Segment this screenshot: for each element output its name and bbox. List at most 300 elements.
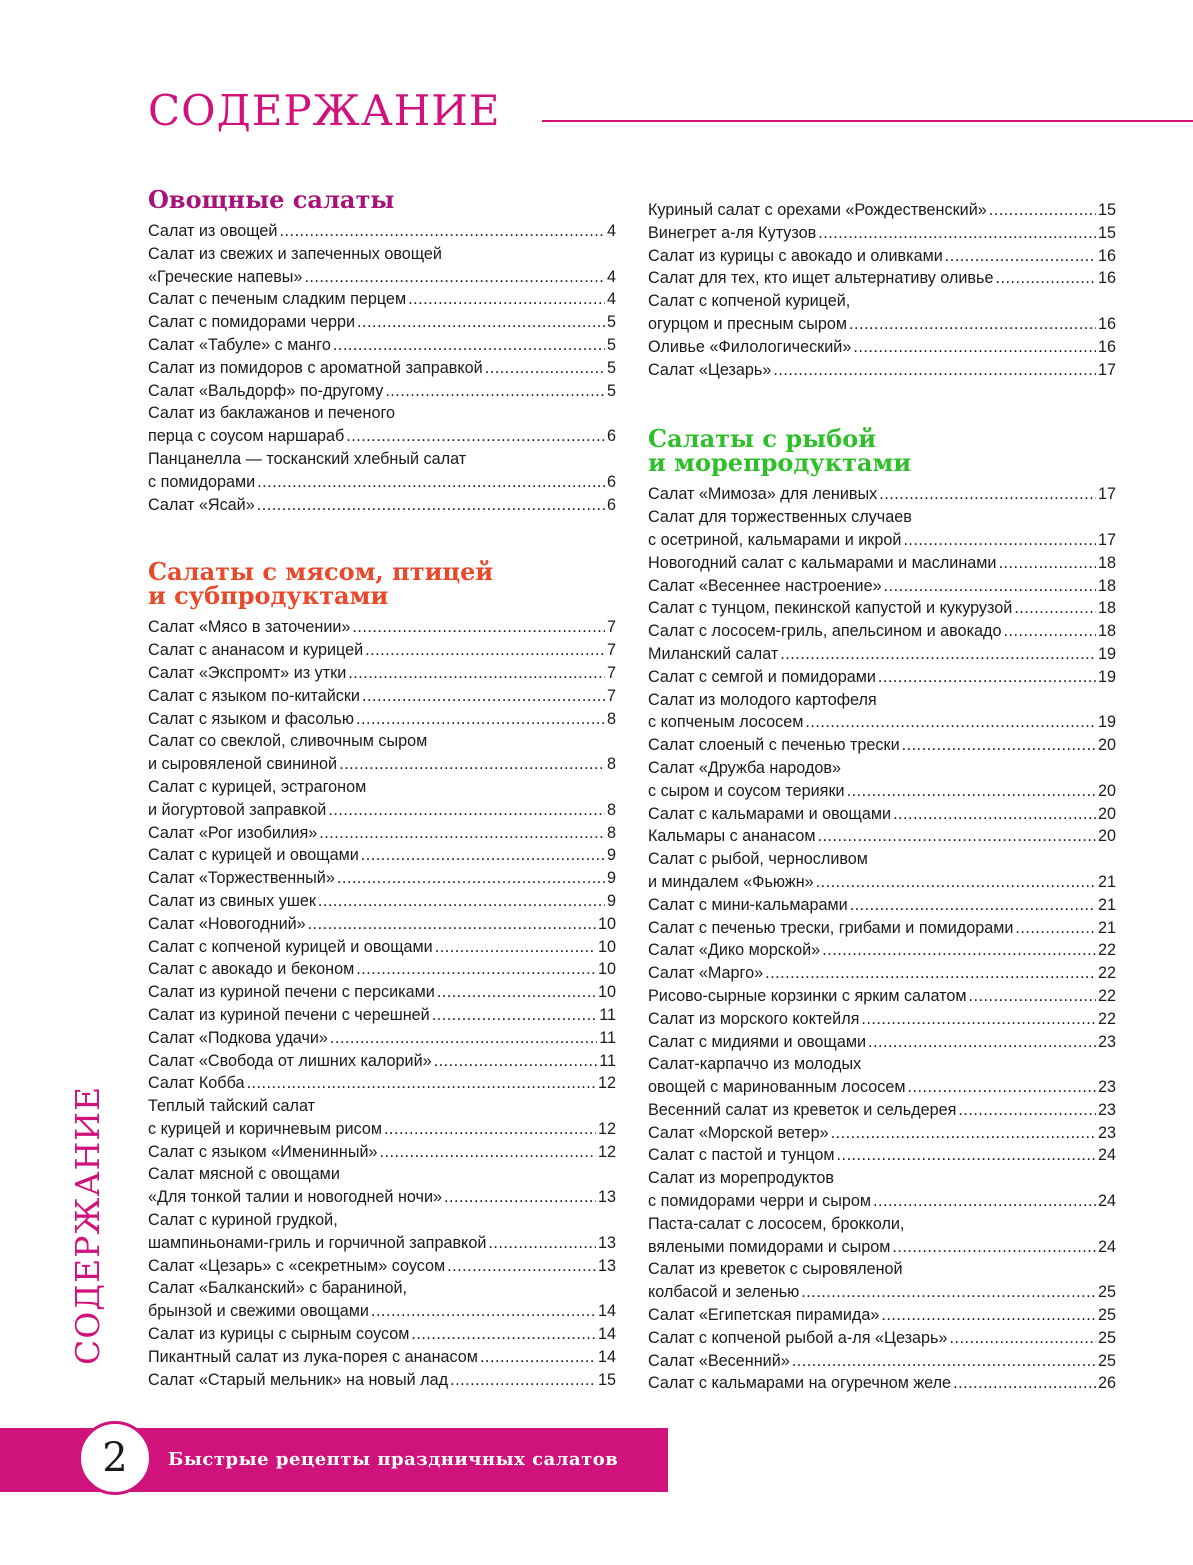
- toc-entry-title: Миланский салат: [648, 644, 779, 663]
- toc-entry-title: Салат с лососем-гриль, апельсином и авокадо: [648, 622, 1002, 641]
- toc-entry[interactable]: [648, 575, 1116, 598]
- toc-column-left: [148, 185, 616, 1391]
- dot-leader: [847, 780, 1096, 803]
- toc-entry[interactable]: [148, 1255, 616, 1278]
- toc-entry-title: Салат из курицы с сырным соусом: [148, 1325, 410, 1344]
- toc-entry-page: 6: [606, 472, 616, 491]
- toc-entry-title: Салат «Марго»: [648, 964, 764, 983]
- dot-leader: [385, 380, 605, 403]
- dot-leader: [773, 359, 1096, 382]
- toc-entry-title: Салат для торжественных случаев: [648, 508, 912, 527]
- toc-entry[interactable]: [648, 985, 1116, 1008]
- dot-leader: [849, 313, 1096, 336]
- section-title-line: Салаты с мясом, птицей: [148, 557, 494, 587]
- dot-leader: [893, 803, 1096, 826]
- toc-entry-title: огурцом и пресным сыром: [648, 314, 848, 333]
- toc-entry-page: 10: [597, 914, 616, 933]
- toc-entry[interactable]: [148, 311, 616, 334]
- toc-entry-title: Салат из свиных ушек: [148, 891, 316, 910]
- toc-entry[interactable]: [648, 359, 1116, 382]
- toc-entry[interactable]: [148, 1163, 616, 1209]
- toc-entry-title: и миндалем «Фьюжн»: [648, 872, 814, 891]
- toc-entry[interactable]: [648, 1167, 1116, 1213]
- toc-entry-page: 12: [597, 1119, 616, 1138]
- dot-leader: [257, 494, 605, 517]
- dot-leader: [432, 1004, 597, 1027]
- toc-entry-page: 9: [606, 869, 616, 888]
- dot-leader: [346, 425, 605, 448]
- toc-entry-title: Салат с куриной грудкой,: [148, 1211, 338, 1230]
- toc-entry-title: Салат слоеный с печенью трески: [648, 736, 900, 755]
- toc-entry-page: 19: [1097, 644, 1116, 663]
- toc-entry-title: Салат с печенью трески, грибами и помидорами: [648, 918, 1014, 937]
- toc-entry[interactable]: [148, 662, 616, 685]
- dot-leader: [868, 1031, 1096, 1054]
- toc-entry[interactable]: [148, 220, 616, 243]
- dot-leader: [884, 575, 1096, 598]
- dot-leader: [780, 643, 1096, 666]
- toc-entry-title: Салат с копченой курицей и овощами: [148, 937, 433, 956]
- toc-entry-title: с сыром и соусом терияки: [648, 781, 845, 800]
- toc-entry[interactable]: [648, 1327, 1116, 1350]
- toc-entry-page: 21: [1097, 895, 1116, 914]
- toc-entry[interactable]: [148, 448, 616, 494]
- toc-entry-page: 24: [1097, 1192, 1116, 1211]
- dot-leader: [837, 1144, 1096, 1167]
- toc-entry-title: перца с соусом наршараб: [148, 427, 345, 446]
- toc-entry-page: 8: [606, 823, 616, 842]
- toc-entry-page: 21: [1097, 872, 1116, 891]
- dot-leader: [831, 1122, 1096, 1145]
- toc-entry-title: Салат «Мимоза» для ленивых: [648, 485, 878, 504]
- toc-entry[interactable]: [648, 1053, 1116, 1099]
- toc-entry-page: 13: [597, 1188, 616, 1207]
- dot-leader: [792, 1350, 1096, 1373]
- toc-entry-page: 25: [1097, 1328, 1116, 1347]
- toc-entry[interactable]: [148, 1050, 616, 1073]
- toc-entry[interactable]: [148, 1004, 616, 1027]
- toc-entry-page: 8: [606, 755, 616, 774]
- toc-entry-page: 13: [597, 1233, 616, 1252]
- dot-leader: [1004, 620, 1096, 643]
- toc-entry[interactable]: [148, 1095, 616, 1141]
- dot-leader: [257, 471, 605, 494]
- toc-entry-page: 23: [1097, 1078, 1116, 1097]
- toc-entry-title: с курицей и коричневым рисом: [148, 1119, 382, 1138]
- dot-leader: [411, 1323, 596, 1346]
- toc-entry-title: Салат из морепродуктов: [648, 1169, 835, 1188]
- dot-leader: [361, 844, 605, 867]
- toc-entry-title: Салат с курицей и овощами: [148, 846, 359, 865]
- toc-entry[interactable]: [648, 917, 1116, 940]
- toc-entry-page: 7: [606, 686, 616, 705]
- toc-entry-title: Теплый тайский салат: [148, 1097, 316, 1116]
- dot-leader: [384, 1118, 596, 1141]
- page-number-badge: 2: [78, 1421, 152, 1495]
- toc-entry[interactable]: [148, 357, 616, 380]
- toc-entry-page: 22: [1097, 986, 1116, 1005]
- toc-entry[interactable]: [648, 483, 1116, 506]
- toc-entry-title: Винегрет а-ля Кутузов: [648, 223, 817, 242]
- toc-entry-title: Весенний салат из креветок и сельдерея: [648, 1100, 957, 1119]
- toc-entry-page: 25: [1097, 1351, 1116, 1370]
- toc-entry-page: 14: [597, 1325, 616, 1344]
- toc-entry-page: 20: [1097, 827, 1116, 846]
- toc-entry-title: Паста-салат с лососем, брокколи,: [648, 1214, 905, 1233]
- toc-entry[interactable]: [148, 913, 616, 936]
- dot-leader: [953, 1372, 1096, 1395]
- toc-entry[interactable]: [648, 1099, 1116, 1122]
- dot-leader: [337, 867, 605, 890]
- toc-entry-page: 18: [1097, 576, 1116, 595]
- toc-entry-title: Салат мясной с овощами: [148, 1165, 340, 1184]
- toc-entry-title: брынзой и свежими овощами: [148, 1302, 369, 1321]
- toc-entry-page: 4: [606, 222, 616, 240]
- toc-entry[interactable]: [148, 1209, 616, 1255]
- dot-leader: [308, 913, 596, 936]
- toc-entry-page: 18: [1097, 599, 1116, 618]
- dot-leader: [330, 1027, 597, 1050]
- toc-entry[interactable]: [648, 848, 1116, 894]
- toc-entry[interactable]: [648, 734, 1116, 757]
- dot-leader: [444, 1186, 596, 1209]
- toc-entry-title: Куриный салат с орехами «Рождественский»: [648, 201, 987, 219]
- toc-entry[interactable]: [148, 776, 616, 822]
- dot-leader: [801, 1281, 1096, 1304]
- toc-entry[interactable]: [648, 552, 1116, 575]
- toc-list-meat: [148, 616, 616, 1391]
- dot-leader: [319, 822, 605, 845]
- dot-leader: [365, 639, 605, 662]
- toc-entry-title: Новогодний салат с кальмарами и маслинами: [648, 553, 997, 572]
- section-title-line: Овощные салаты: [148, 185, 395, 214]
- toc-entry[interactable]: [648, 267, 1116, 290]
- toc-entry-page: 22: [1097, 964, 1116, 983]
- dot-leader: [357, 311, 605, 334]
- toc-entry-title: Салат с пастой и тунцом: [648, 1146, 835, 1165]
- toc-entry[interactable]: [648, 643, 1116, 666]
- toc-entry-title: Салат из овощей: [148, 222, 278, 240]
- toc-entry-page: 15: [1097, 201, 1116, 219]
- toc-entry-title: с помидорами: [148, 472, 256, 491]
- toc-entry-title: Салат из свежих и запеченных овощей: [148, 244, 442, 263]
- toc-entry-title: Салат из баклажанов и печеного: [148, 404, 396, 423]
- toc-entry-page: 24: [1097, 1146, 1116, 1165]
- toc-entry-page: 17: [1097, 530, 1116, 549]
- toc-entry[interactable]: [648, 939, 1116, 962]
- toc-entry-title: Пикантный салат из лука-порея с ананасом: [148, 1347, 478, 1366]
- toc-entry-title: Салат из куриной печени с черешней: [148, 1005, 430, 1024]
- dot-leader: [356, 958, 596, 981]
- dot-leader: [816, 871, 1096, 894]
- toc-entry-page: 10: [597, 983, 616, 1002]
- toc-entry[interactable]: [648, 506, 1116, 552]
- toc-entry-title: Салат с печеным сладким перцем: [148, 290, 407, 309]
- toc-entry-page: 22: [1097, 1009, 1116, 1028]
- toc-entry-title: Салат с авокадо и беконом: [148, 960, 355, 979]
- toc-list-fish: [648, 483, 1116, 1395]
- dot-leader: [908, 1076, 1096, 1099]
- toc-entry-page: 9: [606, 891, 616, 910]
- toc-entry-page: 23: [1097, 1100, 1116, 1119]
- toc-entry-page: 15: [1097, 223, 1116, 242]
- dot-leader: [998, 552, 1096, 575]
- toc-entry[interactable]: [148, 639, 616, 662]
- dot-leader: [304, 266, 605, 289]
- toc-entry-page: 24: [1097, 1237, 1116, 1256]
- toc-entry-page: 16: [1097, 246, 1116, 265]
- toc-entry-page: 25: [1097, 1306, 1116, 1325]
- toc-entry-title: Салат «Цезарь» с «секретным» соусом: [148, 1256, 446, 1275]
- dot-leader: [437, 981, 596, 1004]
- toc-entry-title: Салат с языком по-китайски: [148, 686, 360, 705]
- toc-entry-page: 12: [597, 1142, 616, 1161]
- toc-entry[interactable]: [648, 666, 1116, 689]
- toc-entry[interactable]: [148, 730, 616, 776]
- toc-entry[interactable]: [648, 290, 1116, 336]
- toc-entry[interactable]: [148, 685, 616, 708]
- toc-entry[interactable]: [148, 334, 616, 357]
- dot-leader: [989, 199, 1096, 222]
- toc-entry[interactable]: [148, 708, 616, 731]
- toc-entry-page: 17: [1097, 360, 1116, 379]
- toc-entry-title: колбасой и зеленью: [648, 1283, 800, 1302]
- toc-entry-page: 17: [1097, 485, 1116, 504]
- toc-entry[interactable]: [648, 1258, 1116, 1304]
- toc-entry[interactable]: [148, 844, 616, 867]
- toc-entry-title: с копченым лососем: [648, 713, 804, 732]
- toc-entry-title: с помидорами черри и сыром: [648, 1192, 872, 1211]
- toc-entry-title: овощей с маринованным лососем: [648, 1078, 906, 1097]
- toc-entry[interactable]: [648, 894, 1116, 917]
- toc-entry[interactable]: [148, 936, 616, 959]
- toc-entry-page: 4: [606, 267, 616, 286]
- toc-entry-page: 15: [597, 1370, 616, 1389]
- section-title-fish: [648, 424, 1116, 478]
- dot-leader: [949, 1327, 1096, 1350]
- toc-entry-page: 6: [606, 427, 616, 446]
- toc-entry-page: 8: [606, 709, 616, 728]
- dot-leader: [850, 894, 1096, 917]
- toc-entry-title: Салат «Морской ветер»: [648, 1123, 829, 1142]
- toc-entry-title: Рисово-сырные корзинки с ярким салатом: [648, 986, 967, 1005]
- dot-leader: [958, 1099, 1096, 1122]
- toc-list-veg: [148, 220, 616, 516]
- toc-entry-page: 8: [606, 800, 616, 819]
- toc-entry-title: Салат «Старый мельник» на новый лад: [148, 1370, 449, 1389]
- toc-entry[interactable]: [648, 222, 1116, 245]
- toc-entry-title: Салат с мини-кальмарами: [648, 895, 848, 914]
- toc-entry[interactable]: [148, 616, 616, 639]
- toc-entry[interactable]: [148, 380, 616, 403]
- dot-leader: [435, 936, 596, 959]
- toc-entry-page: 19: [1097, 713, 1116, 732]
- dot-leader: [339, 753, 605, 776]
- dot-leader: [352, 616, 605, 639]
- toc-entry[interactable]: [148, 1277, 616, 1323]
- toc-entry-title: Салат из помидоров с ароматной заправкой: [148, 358, 483, 377]
- toc-entry-title: Салат «Цезарь»: [648, 360, 772, 379]
- toc-entry-page: 20: [1097, 781, 1116, 800]
- toc-entry[interactable]: [648, 1304, 1116, 1327]
- toc-entry-page: 18: [1097, 553, 1116, 572]
- dot-leader: [488, 1232, 596, 1255]
- toc-entry-page: 9: [606, 846, 616, 865]
- section-title-veg: [148, 185, 616, 214]
- toc-entry-page: 23: [1097, 1032, 1116, 1051]
- dot-leader: [328, 799, 605, 822]
- dot-leader: [480, 1346, 596, 1369]
- toc-entry-page: 7: [606, 618, 616, 637]
- toc-entry[interactable]: [148, 1141, 616, 1164]
- toc-entry-title: Салат «Подкова удачи»: [148, 1028, 328, 1047]
- toc-entry[interactable]: [148, 1369, 616, 1392]
- dot-leader: [873, 1190, 1096, 1213]
- dot-leader: [822, 939, 1096, 962]
- dot-leader: [279, 220, 605, 243]
- toc-entry[interactable]: [648, 825, 1116, 848]
- toc-entry[interactable]: [148, 402, 616, 448]
- toc-entry[interactable]: [148, 1323, 616, 1346]
- toc-entry-title: Салат «Дико морской»: [648, 941, 821, 960]
- toc-entry-title: Салат «Свобода от лишних калорий»: [148, 1051, 432, 1070]
- toc-entry-page: 13: [597, 1256, 616, 1275]
- toc-entry[interactable]: [148, 1072, 616, 1095]
- toc-entry-title: Салат с языком «Именинный»: [148, 1142, 378, 1161]
- toc-entry-page: 19: [1097, 667, 1116, 686]
- toc-entry-page: 16: [1097, 314, 1116, 333]
- toc-entry[interactable]: [648, 1213, 1116, 1259]
- toc-entry[interactable]: [648, 336, 1116, 359]
- section-title-meat: [148, 557, 616, 611]
- toc-entry-title: Салат «Ясай»: [148, 495, 255, 514]
- toc-entry-page: 18: [1097, 622, 1116, 641]
- dot-leader: [450, 1369, 596, 1392]
- toc-entry[interactable]: [148, 1346, 616, 1369]
- dot-leader: [380, 1141, 596, 1164]
- toc-entry-page: 16: [1097, 337, 1116, 356]
- toc-entry-title: Салат для тех, кто ищет альтернативу оливье: [648, 269, 994, 288]
- toc-entry[interactable]: [148, 867, 616, 890]
- toc-entry[interactable]: [148, 981, 616, 1004]
- toc-entry[interactable]: [648, 1144, 1116, 1167]
- dot-leader: [447, 1255, 596, 1278]
- dot-leader: [853, 336, 1096, 359]
- toc-entry-title: Салат «Мясо в заточении»: [148, 618, 351, 637]
- toc-entry[interactable]: [148, 243, 616, 289]
- toc-entry[interactable]: [148, 822, 616, 845]
- dot-leader: [995, 267, 1096, 290]
- dot-leader: [362, 685, 605, 708]
- toc-entry[interactable]: [648, 803, 1116, 826]
- toc-entry-title: Салат «Рог изобилия»: [148, 823, 318, 842]
- dot-leader: [892, 1236, 1096, 1259]
- toc-entry-page: 14: [597, 1302, 616, 1321]
- toc-entry[interactable]: [148, 958, 616, 981]
- dot-leader: [356, 708, 605, 731]
- toc-entry-title: Салат с тунцом, пекинской капустой и кукурузой: [648, 599, 1013, 618]
- toc-entry-title: Салат из креветок с сыровяленой: [648, 1260, 903, 1279]
- toc-entry-title: и йогуртовой заправкой: [148, 800, 327, 819]
- toc-entry[interactable]: [148, 288, 616, 311]
- toc-entry[interactable]: [148, 494, 616, 517]
- toc-entry-title: Салат «Вальдорф» по-другому: [148, 381, 384, 400]
- toc-entry-title: вялеными помидорами и сыром: [648, 1237, 891, 1256]
- section-title-line: Салаты с рыбой: [648, 424, 877, 454]
- toc-entry-title: Салат из курицы с авокадо и оливками: [648, 246, 943, 265]
- toc-entry-title: Салат «Египетская пирамида»: [648, 1306, 880, 1325]
- toc-entry-page: 7: [606, 663, 616, 682]
- dot-leader: [881, 1304, 1096, 1327]
- section-title-line: и морепродуктами: [648, 448, 912, 478]
- dot-leader: [879, 483, 1096, 506]
- dot-leader: [903, 529, 1096, 552]
- toc-entry-page: 11: [599, 1005, 616, 1024]
- toc-entry[interactable]: [148, 890, 616, 913]
- toc-entry-title: шампиньонами-гриль и горчичной заправкой: [148, 1233, 487, 1252]
- footer-book-title: Быстрые рецепты праздничных салатов: [168, 1449, 619, 1470]
- toc-entry[interactable]: [648, 620, 1116, 643]
- dot-leader: [246, 1072, 596, 1095]
- toc-entry-title: Салат с кальмарами и овощами: [648, 804, 892, 823]
- toc-entry-title: Салат «Дружба народов»: [648, 758, 841, 777]
- toc-entry[interactable]: [648, 1372, 1116, 1395]
- toc-entry-title: Оливье «Филологический»: [648, 337, 852, 356]
- dot-leader: [485, 357, 605, 380]
- toc-entry-page: 6: [606, 495, 616, 514]
- toc-entry[interactable]: [648, 689, 1116, 735]
- title-rule: [542, 120, 1193, 122]
- dot-leader: [861, 1008, 1096, 1031]
- toc-entry-title: Салат «Балканский» с бараниной,: [148, 1279, 408, 1298]
- toc-entry-title: Салат с рыбой, черносливом: [648, 850, 868, 869]
- toc-entry-page: 26: [1097, 1374, 1116, 1393]
- toc-entry-title: Салат с языком и фасолью: [148, 709, 354, 728]
- dot-leader: [805, 711, 1096, 734]
- toc-entry-title: Салат «Весенний»: [648, 1351, 790, 1370]
- toc-entry-title: Салат «Экспромт» из утки: [148, 663, 347, 682]
- toc-entry-page: 25: [1097, 1283, 1116, 1302]
- dot-leader: [348, 662, 605, 685]
- dot-leader: [318, 890, 605, 913]
- dot-leader: [878, 666, 1096, 689]
- toc-entry-title: Салат из морского коктейля: [648, 1009, 860, 1028]
- toc-entry[interactable]: [648, 1031, 1116, 1054]
- toc-entry[interactable]: [148, 1027, 616, 1050]
- toc-entry-title: Салат со свеклой, сливочным сыром: [148, 732, 428, 751]
- toc-entry[interactable]: [648, 1350, 1116, 1373]
- toc-entry-page: 20: [1097, 736, 1116, 755]
- toc-entry[interactable]: [648, 757, 1116, 803]
- dot-leader: [902, 734, 1096, 757]
- toc-entry-title: Салат «Торжественный»: [148, 869, 335, 888]
- toc-entry-title: Салат «Весеннее настроение»: [648, 576, 882, 595]
- dot-leader: [817, 825, 1096, 848]
- dot-leader: [408, 288, 605, 311]
- toc-entry[interactable]: [648, 962, 1116, 985]
- toc-entry[interactable]: [648, 199, 1116, 222]
- toc-entry-title: Салат с мидиями и овощами: [648, 1032, 867, 1051]
- section-title-line: и субпродуктами: [148, 581, 389, 611]
- toc-entry[interactable]: [648, 597, 1116, 620]
- toc-entry[interactable]: [648, 1008, 1116, 1031]
- toc-entry-title: Салат из куриной печени с персиками: [148, 983, 435, 1002]
- toc-entry[interactable]: [648, 245, 1116, 268]
- toc-entry-title: с осетриной, кальмарами и икрой: [648, 530, 902, 549]
- toc-entry-title: Салат-карпаччо из молодых: [648, 1055, 862, 1074]
- toc-entry-page: 10: [597, 937, 616, 956]
- toc-entry[interactable]: [648, 1122, 1116, 1145]
